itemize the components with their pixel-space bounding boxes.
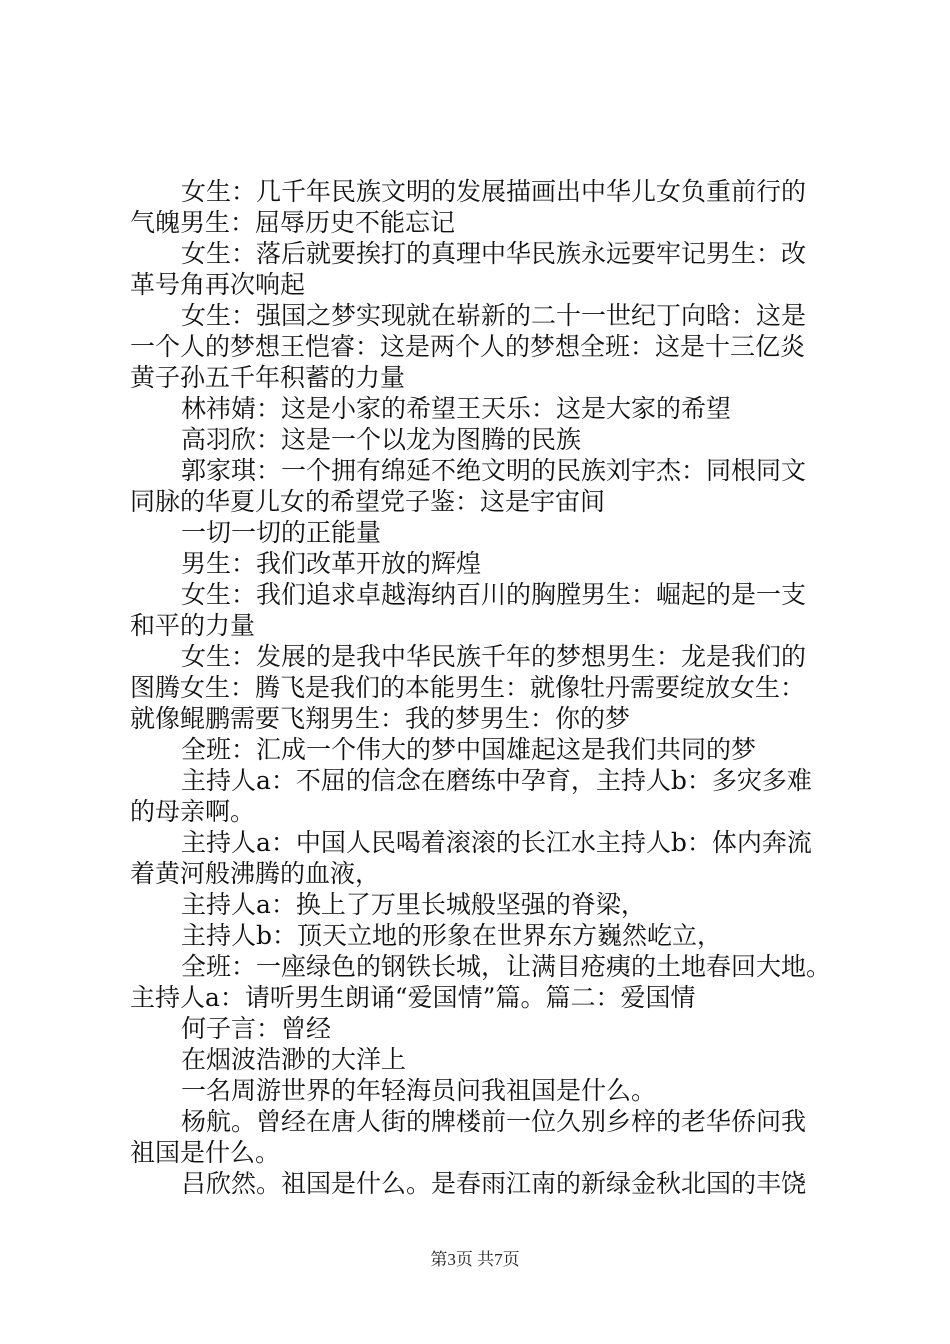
text-line: 祖国是什么。	[130, 1138, 281, 1167]
text-line: 主持人b：顶天立地的形象在世界东方巍然屹立，	[181, 921, 723, 950]
text-line: 主持人a：不屈的信念在磨练中孕育，主持人b：多灾多难	[181, 766, 812, 795]
text-line: 女生：我们追求卓越海纳百川的胸膛男生：崛起的是一支	[181, 580, 807, 609]
text-line: 主持人a：中国人民喝着滚滚的长江水主持人b：体内奔流	[181, 828, 812, 857]
text-line: 郭家琪：一个拥有绵延不绝文明的民族刘宇杰：同根同文	[181, 456, 807, 485]
text-line: 吕欣然。祖国是什么。是春雨江南的新绿金秋北国的丰饶	[181, 1169, 807, 1198]
text-line: 主持人a：请听男生朗诵“爱国情”篇。篇二：爱国情	[130, 983, 696, 1012]
text-line: 革号角再次响起	[130, 270, 306, 299]
text-line: 女生：发展的是我中华民族千年的梦想男生：龙是我们的	[181, 642, 807, 671]
text-line: 女生：落后就要挨打的真理中华民族永远要牢记男生：改	[181, 239, 807, 268]
text-line: 图腾女生：腾飞是我们的本能男生：就像牡丹需要绽放女生：	[130, 673, 806, 702]
text-line: 黄子孙五千年积蓄的力量	[130, 363, 406, 392]
text-line: 和平的力量	[130, 611, 256, 640]
text-line: 全班：汇成一个伟大的梦中国雄起这是我们共同的梦	[181, 735, 757, 764]
text-line: 一名周游世界的年轻海员问我祖国是什么。	[181, 1076, 657, 1105]
text-line: 着黄河般沸腾的血液，	[130, 859, 381, 888]
text-line: 女生：强国之梦实现就在崭新的二十一世纪丁向晗：这是	[181, 301, 807, 330]
document-body	[130, 176, 835, 1199]
text-line: 林祎婧：这是小家的希望王天乐：这是大家的希望	[181, 394, 732, 423]
text-line: 高羽欣：这是一个以龙为图腾的民族	[181, 425, 582, 454]
text-line: 主持人a：换上了万里长城般坚强的脊梁，	[181, 890, 646, 919]
text-line: 同脉的华夏儿女的希望党子鉴：这是宇宙间	[130, 487, 606, 516]
text-line: 一个人的梦想王恺睿：这是两个人的梦想全班：这是十三亿炎	[130, 332, 806, 361]
text-line: 杨航。曾经在唐人街的牌楼前一位久别乡梓的老华侨问我	[181, 1107, 807, 1136]
text-line: 在烟波浩渺的大洋上	[181, 1045, 407, 1074]
text-line: 的母亲啊。	[130, 797, 256, 826]
page-footer: 第3页 共7页	[430, 1250, 520, 1269]
text-line: 男生：我们改革开放的辉煌	[181, 549, 482, 578]
text-line: 女生：几千年民族文明的发展描画出中华儿女负重前行的	[181, 177, 807, 206]
text-line: 气魄男生：屈辱历史不能忘记	[130, 208, 456, 237]
text-line: 就像鲲鹏需要飞翔男生：我的梦男生：你的梦	[130, 704, 631, 733]
text-line: 一切一切的正能量	[181, 518, 382, 547]
text-line: 全班：一座绿色的钢铁长城，让满目疮痍的土地春回大地。	[181, 952, 832, 981]
text-line: 何子言：曾经	[181, 1014, 332, 1043]
